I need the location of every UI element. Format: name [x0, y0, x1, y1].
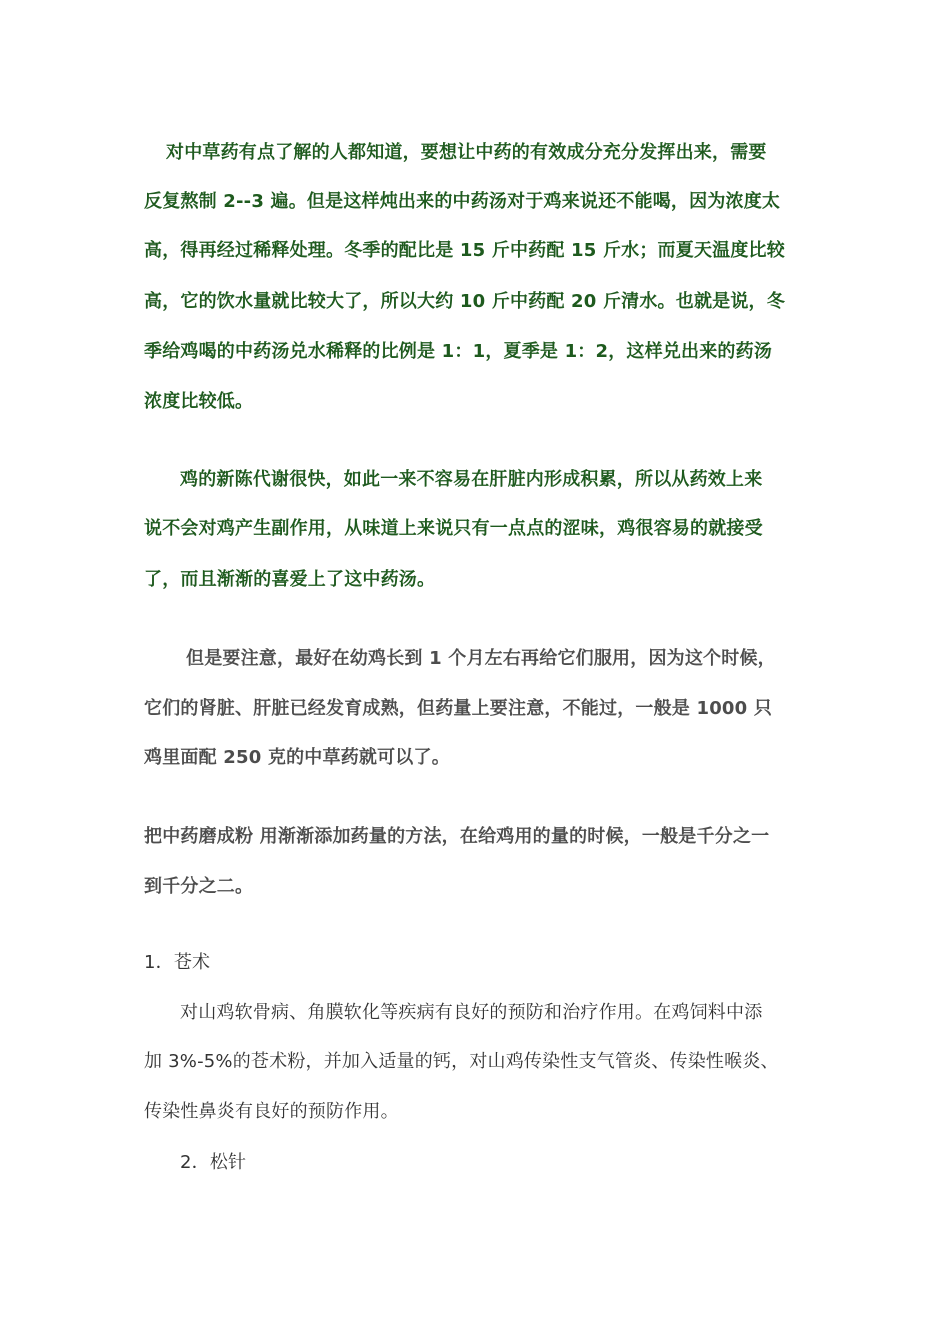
- paragraph-4-line-1: 把中药磨成粉 用渐渐添加药量的方法，在给鸡用的量的时候，一般是千分之一: [144, 826, 770, 847]
- paragraph-3-line-3: 鸡里面配 250 克的中草药就可以了。: [144, 747, 450, 768]
- item-1-heading: 1．苍术: [144, 952, 211, 973]
- paragraph-1-line-6: 浓度比较低。: [144, 391, 254, 412]
- item-1-line-2: 加 3%-5%的苍术粉，并加入适量的钙，对山鸡传染性支气管炎、传染性喉炎、: [144, 1051, 779, 1072]
- paragraph-3-line-1: 但是要注意，最好在幼鸡长到 1 个月左右再给它们服用，因为这个时候，: [186, 648, 776, 669]
- paragraph-2-line-1: 鸡的新陈代谢很快，如此一来不容易在肝脏内形成积累，所以从药效上来: [180, 469, 763, 490]
- paragraph-1-line-2: 反复熬制 2--3 遍。但是这样炖出来的中药汤对于鸡来说还不能喝，因为浓度太: [144, 191, 781, 212]
- paragraph-1-line-4: 高，它的饮水量就比较大了，所以大约 10 斤中药配 20 斤清水。也就是说，冬: [144, 291, 785, 312]
- item-2-heading: 2．松针: [180, 1152, 247, 1173]
- paragraph-3-line-2: 它们的肾脏、肝脏已经发育成熟，但药量上要注意，不能过，一般是 1000 只: [144, 698, 773, 719]
- paragraph-4-line-2: 到千分之二。: [144, 876, 254, 897]
- paragraph-2-line-3: 了，而且渐渐的喜爱上了这中药汤。: [144, 569, 436, 590]
- paragraph-1-line-1: 对中草药有点了解的人都知道，要想让中药的有效成分充分发挥出来，需要: [166, 142, 767, 163]
- paragraph-1-line-3: 高，得再经过稀释处理。冬季的配比是 15 斤中药配 15 斤水；而夏天温度比较: [144, 240, 785, 261]
- paragraph-1-line-5: 季给鸡喝的中药汤兑水稀释的比例是 1：1，夏季是 1：2，这样兑出来的药汤: [144, 341, 773, 362]
- paragraph-2-line-2: 说不会对鸡产生副作用，从味道上来说只有一点点的涩味，鸡很容易的就接受: [144, 518, 763, 539]
- item-1-line-3: 传染性鼻炎有良好的预防作用。: [144, 1101, 399, 1122]
- item-1-line-1: 对山鸡软骨病、角膜软化等疾病有良好的预防和治疗作用。在鸡饲料中添: [180, 1002, 763, 1023]
